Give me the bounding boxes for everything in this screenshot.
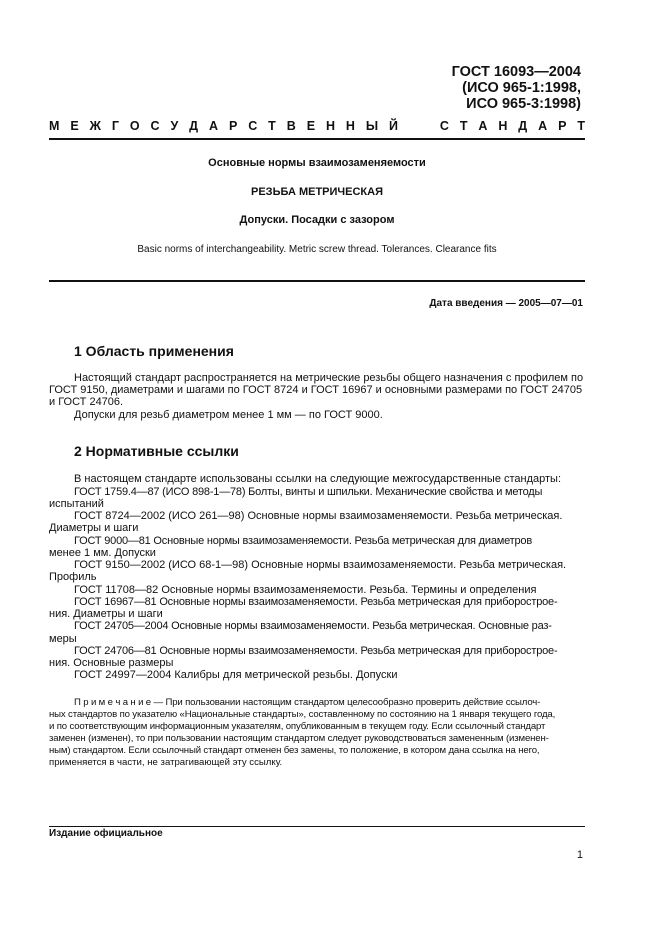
section-2-intro: В настоящем стандарте использованы ссылки на следующие межгосударственные стандарты: [74, 473, 562, 485]
section-1-line: Допуски для резьб диаметром менее 1 мм — по ГОСТ 9000. [74, 409, 383, 421]
banner-letter: С [248, 119, 258, 133]
banner-letter: С [150, 119, 160, 133]
title-line-2: РЕЗЬБА МЕТРИЧЕСКАЯ [251, 186, 383, 198]
banner-letter: М [49, 119, 60, 133]
reference-line: ГОСТ 8724—2002 (ИСО 261—98) Основные нормы взаимозаменяемости. Резьба метрическая. [74, 510, 563, 522]
banner-letter: Р [558, 119, 567, 133]
reference-line: ГОСТ 9000—81 Основные нормы взаимозаменяемости. Резьба метрическая для диаметров [74, 535, 532, 547]
reference-line: ГОСТ 24997—2004 Калибры для метрической резьбы. Допуски [74, 669, 398, 681]
banner-letter: В [286, 119, 296, 133]
reference-line: Профиль [49, 571, 97, 583]
reference-line: Диаметры и шаги [49, 522, 139, 534]
introduction-date: Дата введения — 2005—07—01 [429, 298, 583, 309]
top-rule [49, 138, 585, 140]
banner-letter: Е [70, 119, 79, 133]
reference-line: ГОСТ 11708—82 Основные нормы взаимозаменяемости. Резьба. Термины и определения [74, 584, 537, 596]
gost-identifier [452, 64, 581, 112]
reference-line: ния. Диаметры и шаги [49, 608, 163, 620]
reference-line: менее 1 мм. Допуски [49, 547, 156, 559]
page-number: 1 [576, 849, 583, 861]
reference-line: ГОСТ 24706—81 Основные нормы взаимозаменяемости. Резьба метрическая для приборострое- [74, 645, 558, 657]
banner-letter: С [439, 119, 449, 133]
gost-number: ГОСТ 16093—2004 [451, 64, 581, 80]
banner-letter: Г [111, 119, 119, 133]
title-line-1: Основные нормы взаимозаменяемости [208, 157, 426, 169]
iso-reference-1: (ИСО 965-1:1998, [462, 80, 581, 96]
banner-letter: А [478, 119, 488, 133]
note-line: применяется в части, не затрагивающей эту ссылку. [49, 757, 283, 768]
note-line: ных стандартов по указателю «Национальные стандарты», составленному по состоянию на 1 января текущего года, [49, 709, 556, 720]
section-1-line [74, 372, 584, 384]
iso-reference-2: ИСО 965-3:1998) [466, 96, 581, 112]
reference-line: ГОСТ 1759.4—87 (ИСО 898-1—78) Болты, винты и шпильки. Механические свойства и методы [74, 486, 543, 498]
banner-letter: Т [577, 119, 585, 133]
banner-letter: Н [498, 119, 508, 133]
section-1-heading: 1 Область применения [74, 343, 234, 359]
footer-rule [49, 826, 585, 827]
section-1-line: ГОСТ 9150, диаметрами и шагами по ГОСТ 8724 и ГОСТ 16967 и основными размерами по ГОСТ 24705 [49, 384, 583, 396]
banner-letter: Н [345, 119, 355, 133]
reference-line: ГОСТ 9150—2002 (ИСО 68-1—98) Основные нормы взаимозаменяемости. Резьба метрическая. [74, 559, 567, 571]
note-line: П р и м е ч а н и е — При пользовании настоящим стандартом целесообразно проверить действие ссылоч- [74, 697, 541, 708]
banner-letter: Д [189, 119, 199, 133]
official-edition-label: Издание официальное [49, 828, 163, 839]
banner-letter: Ж [89, 119, 101, 133]
note-line: и по соответствующим информационным указателям, опубликованным в текущем году. Если ссылочный стандарт [49, 721, 546, 732]
reference-line: испытаний [49, 498, 104, 510]
banner-gap [409, 119, 429, 133]
english-title: Basic norms of interchangeability. Metric screw thread. Tolerances. Clearance fits [137, 244, 497, 255]
banner-letter: Р [228, 119, 238, 133]
banner-letter: Т [268, 119, 276, 133]
section-2-heading: 2 Нормативные ссылки [74, 443, 239, 459]
banner-letter: О [129, 119, 140, 133]
reference-line: ГОСТ 16967—81 Основные нормы взаимозаменяемости. Резьба метрическая для приборострое- [74, 596, 558, 608]
title-bottom-rule [49, 280, 585, 282]
note-line: ным) стандартом. Если ссылочный стандарт отменен без замены, то положение, в котором дана ссылка на него, [49, 745, 540, 756]
banner-letter: А [209, 119, 219, 133]
reference-line: ния. Основные размеры [49, 657, 174, 669]
reference-line: ГОСТ 24705—2004 Основные нормы взаимозаменяемости. Резьба метрическая. Основные раз- [74, 620, 552, 632]
standard-banner [49, 119, 585, 133]
banner-letter: Ы [365, 119, 379, 133]
banner-letter: А [538, 119, 548, 133]
reference-line: меры [49, 633, 77, 645]
banner-letter: У [170, 119, 179, 133]
note-line: заменен (изменен), то при пользовании настоящим стандартом следует руководствоваться замененным (изменен- [49, 733, 549, 744]
banner-letter: Е [306, 119, 316, 133]
section-1-line: и ГОСТ 24706. [49, 396, 124, 408]
banner-letter: Й [389, 119, 399, 133]
banner-letter: Д [518, 119, 528, 133]
text-line: Настоящий стандарт распространяется на метрические резьбы общего назначения с профилем по [74, 372, 584, 384]
title-line-3: Допуски. Посадки с зазором [239, 214, 395, 226]
banner-letter: Н [325, 119, 335, 133]
banner-letter: Т [459, 119, 468, 133]
